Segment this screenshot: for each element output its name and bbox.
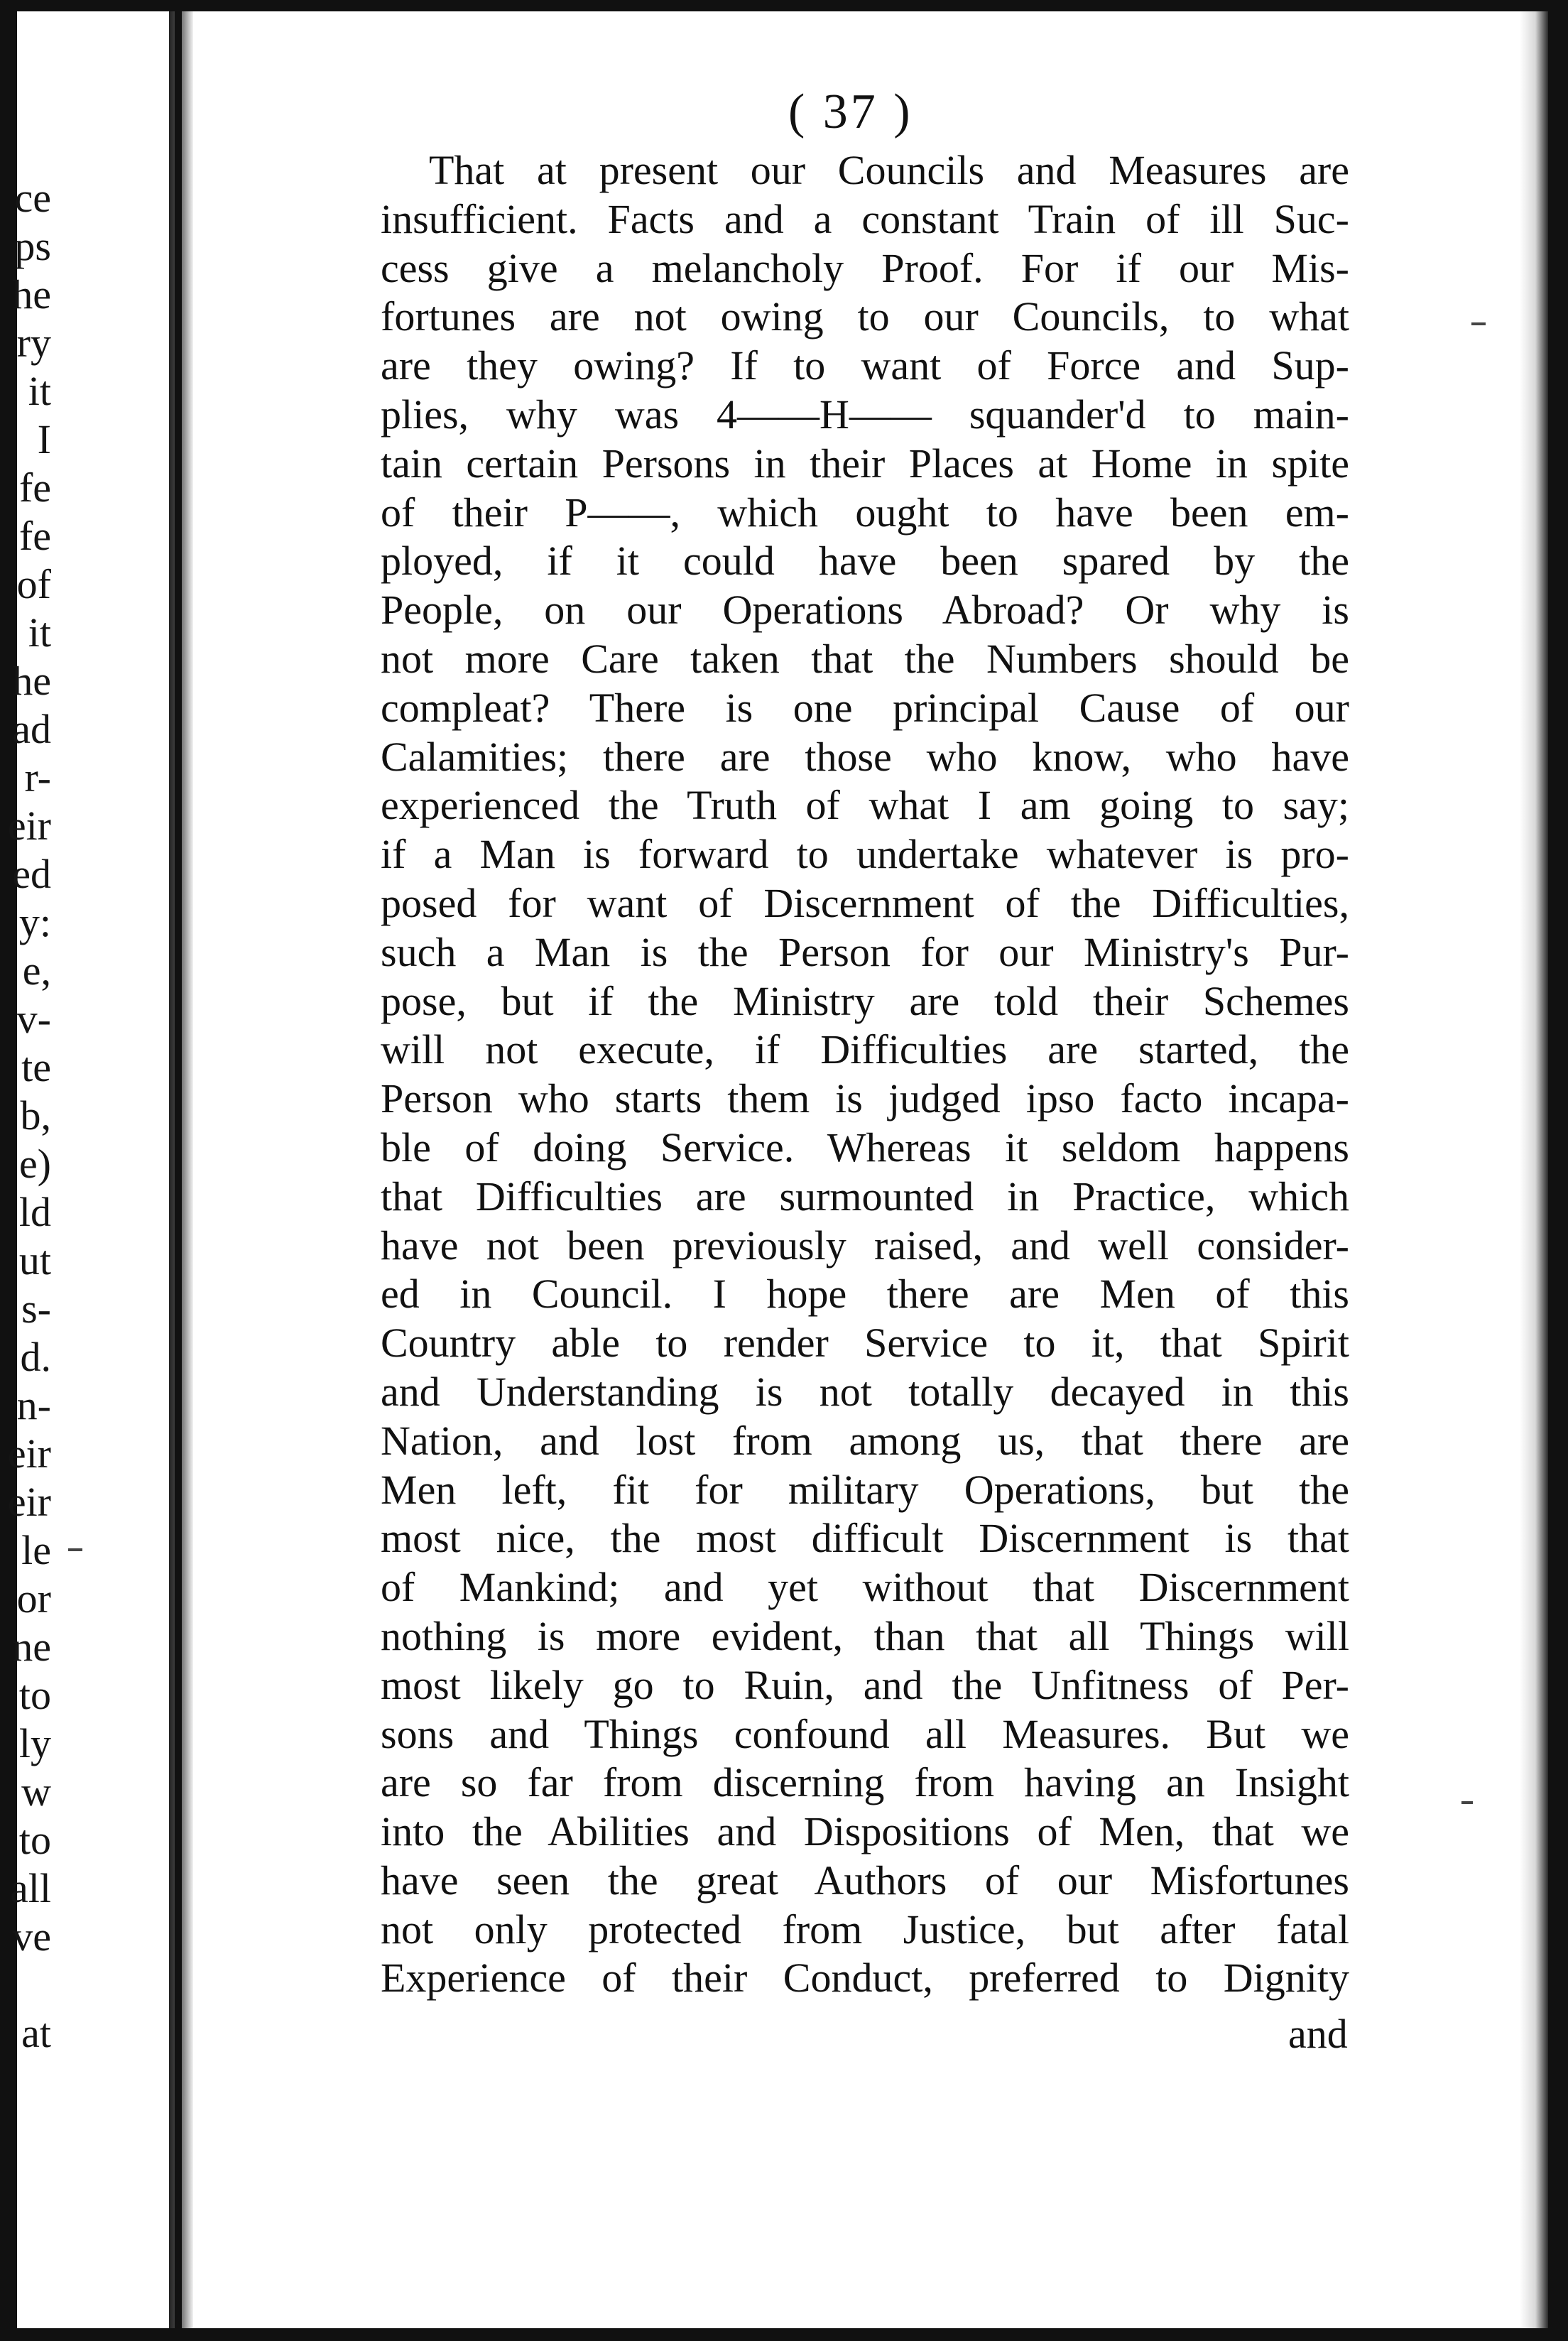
text-line: will not execute, if Difficulties are started, the	[381, 1026, 1349, 1073]
facing-page-fragment: y:	[18, 899, 51, 945]
text-line: sons and Things confound all Measures. But we	[381, 1710, 1349, 1757]
text-line: posed for want of Discernment of the Difficulties,	[381, 879, 1349, 926]
text-line: People, on our Operations Abroad? Or why is	[381, 587, 1349, 634]
facing-page-fragment: I	[37, 416, 51, 462]
ink-mark	[1471, 322, 1486, 325]
book-gutter	[175, 11, 182, 2328]
facing-page-fragment: of	[16, 561, 51, 607]
facing-page-fragment: ut	[18, 1237, 51, 1283]
facing-page-fragment: n-	[16, 1382, 51, 1428]
text-line: have seen the great Authors of our Misfortunes	[381, 1857, 1349, 1903]
facing-page-fragment: eir	[7, 1479, 51, 1525]
text-line: most likely go to Ruin, and the Unfitness of Per-	[381, 1661, 1349, 1708]
scan-border-right	[1548, 0, 1568, 2341]
text-line: most nice, the most difficult Discernment is that	[381, 1515, 1349, 1562]
facing-page-fragment: ce	[14, 175, 51, 221]
text-line: insufficient. Facts and a constant Train of ill Suc-	[381, 195, 1349, 242]
facing-page-fragment: at	[21, 2010, 51, 2056]
page-edge-shadow	[1520, 11, 1548, 2328]
text-line: plies, why was 4——H—— squander'd to main-	[381, 391, 1349, 438]
facing-page-fragment: te	[21, 1044, 51, 1090]
facing-page-fragment: r-	[24, 754, 51, 800]
facing-page-fragment: fe	[18, 465, 51, 511]
facing-page-fragment: e,	[22, 947, 51, 994]
facing-page-fragment: w	[21, 1769, 51, 1815]
scan-border-bottom	[0, 2328, 1568, 2341]
text-line: That at present our Councils and Measures are	[429, 147, 1349, 193]
text-line: Nation, and lost from among us, that there are	[381, 1417, 1349, 1464]
facing-page-fragment: ad	[12, 706, 51, 752]
facing-page-fragments	[7, 11, 169, 2328]
text-line: ployed, if it could have been spared by the	[381, 538, 1349, 585]
text-line: Experience of their Conduct, preferred to Dignity	[381, 1955, 1349, 2001]
text-line: experienced the Truth of what I am going to say;	[381, 782, 1349, 829]
facing-page-fragment: ps	[14, 223, 51, 269]
text-line: Person who starts them is judged ipso facto incapa-	[381, 1075, 1349, 1122]
facing-page-fragment: all	[10, 1865, 51, 1911]
text-line: Calamities; there are those who know, who have	[381, 733, 1349, 780]
text-line: are they owing? If to want of Force and Sup-	[381, 342, 1349, 389]
text-line: ed in Council. I hope there are Men of this	[381, 1271, 1349, 1318]
facing-page-fragment: fe	[18, 513, 51, 559]
facing-page-fragment: v-	[16, 996, 51, 1042]
facing-page-fragment: he	[12, 271, 51, 317]
facing-page-fragment: s-	[21, 1286, 51, 1332]
facing-page-fragment: it	[28, 609, 51, 656]
facing-page-fragment: it	[28, 368, 51, 414]
facing-page-fragment: le	[21, 1527, 51, 1573]
text-line: of their P——, which ought to have been em-	[381, 489, 1349, 536]
facing-page-fragment: e)	[18, 1141, 51, 1187]
catchword: and	[1288, 2011, 1348, 2057]
text-line: that Difficulties are surmounted in Practice, which	[381, 1173, 1349, 1220]
text-line: if a Man is forward to undertake whatever is pro-	[381, 831, 1349, 878]
facing-page-fragment: eir	[7, 1430, 51, 1477]
text-line: tain certain Persons in their Places at Home in spite	[381, 440, 1349, 487]
facing-page-fragment: ve	[12, 1913, 51, 1960]
text-line: into the Abilities and Dispositions of Men, that we	[381, 1808, 1349, 1855]
text-line: have not been previously raised, and well consider-	[381, 1222, 1349, 1269]
text-line: Men left, fit for military Operations, but the	[381, 1466, 1349, 1513]
ink-mark	[1461, 1801, 1473, 1804]
facing-page-fragment: ry	[16, 320, 51, 366]
text-line: nothing is more evident, than that all Things will	[381, 1612, 1349, 1659]
facing-page-fragment: b,	[20, 1092, 51, 1139]
facing-page-fragment: d.	[20, 1334, 51, 1380]
text-line: cess give a melancholy Proof. For if our Mis-	[381, 244, 1349, 291]
text-line: Country able to render Service to it, that Spirit	[381, 1320, 1349, 1367]
text-line: fortunes are not owing to our Councils, to what	[381, 293, 1349, 340]
ink-mark	[68, 1548, 82, 1551]
text-line: are so far from discerning from having an Insight	[381, 1759, 1349, 1806]
text-line: and Understanding is not totally decayed in this	[381, 1368, 1349, 1415]
text-line: such a Man is the Person for our Ministry's Pur-	[381, 928, 1349, 975]
text-line: ble of doing Service. Whereas it seldom happens	[381, 1124, 1349, 1170]
facing-page-fragment: ed	[12, 851, 51, 897]
facing-page-fragment: to	[18, 1817, 51, 1863]
text-line: pose, but if the Ministry are told their Schemes	[381, 977, 1349, 1024]
page-number: ( 37 )	[788, 85, 913, 139]
facing-page-fragment: ld	[18, 1189, 51, 1235]
facing-page-fragment: ne	[12, 1624, 51, 1670]
scan-border-left	[0, 0, 17, 2341]
text-line: of Mankind; and yet without that Discernment	[381, 1564, 1349, 1611]
text-line: not more Care taken that the Numbers should be	[381, 635, 1349, 682]
text-line: compleat? There is one principal Cause of our	[381, 684, 1349, 731]
facing-page-fragment: ly	[18, 1720, 51, 1766]
scan-border-top	[0, 0, 1568, 11]
facing-page-fragment: to	[18, 1672, 51, 1718]
text-line: not only protected from Justice, but after fatal	[381, 1906, 1349, 1952]
facing-page-fragment: he	[12, 658, 51, 704]
facing-page-fragment: eir	[7, 803, 51, 849]
facing-page-fragment: or	[16, 1575, 51, 1622]
body-text	[381, 146, 1349, 2003]
